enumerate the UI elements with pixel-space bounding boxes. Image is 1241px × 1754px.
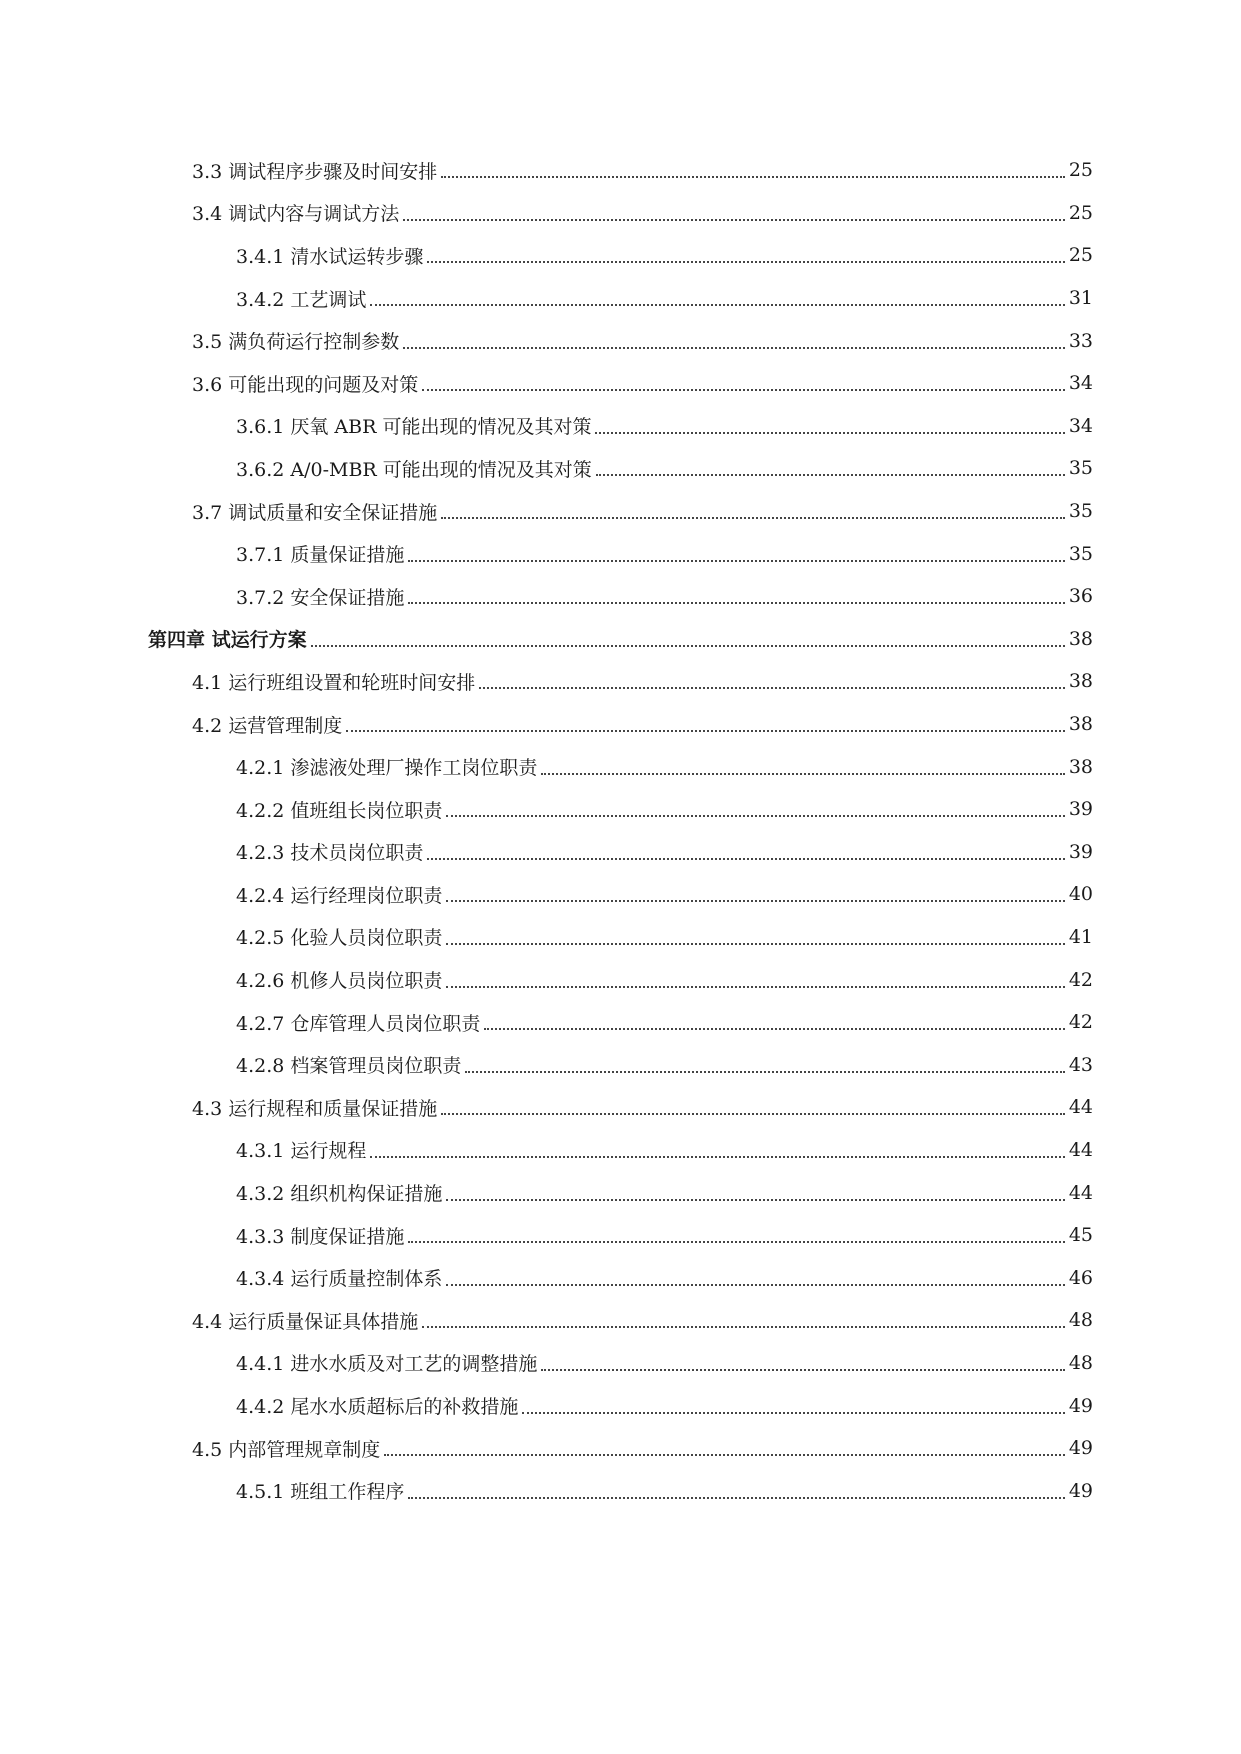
toc-leader-dots: [422, 1326, 1065, 1328]
toc-entry-page-number: 25: [1068, 201, 1093, 224]
toc-entry[interactable]: [0, 362, 1241, 405]
toc-leader-dots: [427, 261, 1065, 263]
toc-entry[interactable]: [0, 234, 1241, 277]
toc-entry[interactable]: [0, 192, 1241, 235]
toc-entry[interactable]: [0, 1342, 1241, 1385]
toc-entry-title: 4.3.4 运行质量控制体系: [236, 1268, 443, 1291]
toc-entry-page-number: 49: [1068, 1394, 1093, 1417]
toc-entry-title: 4.2.6 机修人员岗位职责: [236, 970, 443, 993]
toc-leader-dots: [408, 1241, 1065, 1243]
toc-entry[interactable]: [0, 149, 1241, 192]
toc-entry-page-number: 25: [1068, 159, 1093, 182]
toc-entry[interactable]: [0, 1384, 1241, 1427]
toc-leader-dots: [446, 943, 1065, 945]
toc-entry-title: 4.1 运行班组设置和轮班时间安排: [192, 671, 476, 694]
toc-leader-dots: [346, 730, 1065, 732]
toc-leader-dots: [479, 687, 1065, 689]
toc-entry-page-number: 33: [1068, 329, 1093, 352]
toc-leader-dots: [441, 1113, 1065, 1115]
toc-entry-page-number: 42: [1068, 1011, 1093, 1034]
toc-entry[interactable]: [0, 745, 1241, 788]
toc-entry-page-number: 40: [1068, 883, 1093, 906]
toc-entry-title: 4.3.3 制度保证措施: [236, 1225, 405, 1248]
toc-leader-dots: [596, 474, 1065, 476]
toc-entry-page-number: 38: [1068, 713, 1093, 736]
toc-entry-page-number: 46: [1068, 1266, 1093, 1289]
toc-entry-page-number: 39: [1068, 840, 1093, 863]
toc-entry[interactable]: [0, 1043, 1241, 1086]
toc-leader-dots: [446, 986, 1065, 988]
toc-entry[interactable]: [0, 405, 1241, 448]
toc-entry-page-number: 31: [1068, 287, 1093, 310]
toc-entry[interactable]: [0, 1086, 1241, 1129]
toc-entry-page-number: 48: [1068, 1309, 1093, 1332]
toc-entry[interactable]: [0, 873, 1241, 916]
toc-entry-page-number: 41: [1068, 925, 1093, 948]
toc-leader-dots: [541, 773, 1065, 775]
toc-entry-page-number: 25: [1068, 244, 1093, 267]
toc-entry[interactable]: [0, 1256, 1241, 1299]
toc-leader-dots: [446, 1284, 1065, 1286]
toc-leader-dots: [403, 219, 1065, 221]
toc-entry-title: 3.6 可能出现的问题及对策: [192, 373, 419, 396]
toc-entry-page-number: 38: [1068, 670, 1093, 693]
toc-entry-title: 4.2.7 仓库管理人员岗位职责: [236, 1012, 481, 1035]
toc-entry-title: 3.7 调试质量和安全保证措施: [192, 501, 438, 524]
toc-entry-title: 4.2.8 档案管理员岗位职责: [236, 1055, 462, 1078]
toc-entry-title: 4.3.2 组织机构保证措施: [236, 1183, 443, 1206]
toc-entry-title: 3.4 调试内容与调试方法: [192, 203, 400, 226]
table-of-contents: [0, 149, 1241, 1512]
toc-entry-title: 4.4.2 尾水水质超标后的补救措施: [236, 1396, 519, 1419]
toc-entry-title: 4.2.1 渗滤液处理厂操作工岗位职责: [236, 757, 538, 780]
toc-leader-dots: [370, 1156, 1065, 1158]
toc-entry-title: 4.3 运行规程和质量保证措施: [192, 1097, 438, 1120]
toc-entry-title: 4.2.4 运行经理岗位职责: [236, 884, 443, 907]
toc-leader-dots: [446, 900, 1065, 902]
toc-entry[interactable]: [0, 788, 1241, 831]
toc-entry-title: 4.5.1 班组工作程序: [236, 1481, 405, 1504]
toc-leader-dots: [408, 602, 1065, 604]
toc-entry-page-number: 38: [1068, 627, 1093, 650]
toc-leader-dots: [370, 304, 1065, 306]
toc-entry-page-number: 49: [1068, 1479, 1093, 1502]
toc-entry[interactable]: [0, 958, 1241, 1001]
toc-leader-dots: [408, 560, 1065, 562]
toc-entry[interactable]: [0, 447, 1241, 490]
toc-entry-title: 4.3.1 运行规程: [236, 1140, 367, 1163]
toc-entry-title: 3.5 满负荷运行控制参数: [192, 331, 400, 354]
toc-entry-title: 3.7.2 安全保证措施: [236, 586, 405, 609]
toc-entry[interactable]: [0, 277, 1241, 320]
toc-entry-title: 4.2.3 技术员岗位职责: [236, 842, 424, 865]
toc-entry-page-number: 44: [1068, 1096, 1093, 1119]
toc-leader-dots: [403, 347, 1065, 349]
toc-entry[interactable]: [0, 1214, 1241, 1257]
toc-entry-page-number: 35: [1068, 542, 1093, 565]
toc-entry-title: 3.6.2 A/0-MBR 可能出现的情况及其对策: [236, 458, 592, 481]
toc-entry[interactable]: [0, 660, 1241, 703]
toc-leader-dots: [311, 645, 1065, 647]
toc-entry-page-number: 38: [1068, 755, 1093, 778]
toc-entry[interactable]: [0, 490, 1241, 533]
toc-leader-dots: [446, 815, 1065, 817]
toc-leader-dots: [595, 432, 1065, 434]
toc-leader-dots: [384, 1454, 1065, 1456]
toc-entry[interactable]: [0, 575, 1241, 618]
toc-entry[interactable]: [0, 532, 1241, 575]
toc-entry-page-number: 42: [1068, 968, 1093, 991]
toc-leader-dots: [522, 1412, 1065, 1414]
toc-entry[interactable]: [0, 703, 1241, 746]
toc-entry[interactable]: [0, 1427, 1241, 1470]
toc-leader-dots: [427, 858, 1065, 860]
toc-entry-page-number: 34: [1068, 414, 1093, 437]
toc-leader-dots: [441, 517, 1065, 519]
toc-leader-dots: [446, 1199, 1065, 1201]
toc-leader-dots: [541, 1369, 1065, 1371]
toc-entry-title: 第四章 试运行方案: [148, 629, 307, 652]
toc-entry[interactable]: [0, 831, 1241, 874]
toc-entry-page-number: 48: [1068, 1351, 1093, 1374]
toc-entry-page-number: 45: [1068, 1224, 1093, 1247]
toc-leader-dots: [484, 1028, 1065, 1030]
toc-entry[interactable]: [0, 1469, 1241, 1512]
toc-entry-page-number: 35: [1068, 457, 1093, 480]
toc-entry[interactable]: [0, 1171, 1241, 1214]
toc-entry[interactable]: [0, 1001, 1241, 1044]
toc-entry[interactable]: [0, 618, 1241, 661]
toc-entry-title: 4.4.1 进水水质及对工艺的调整措施: [236, 1353, 538, 1376]
toc-entry-page-number: 35: [1068, 500, 1093, 523]
toc-entry-title: 4.2.2 值班组长岗位职责: [236, 799, 443, 822]
toc-entry-title: 4.4 运行质量保证具体措施: [192, 1310, 419, 1333]
toc-entry-title: 3.4.2 工艺调试: [236, 288, 367, 311]
toc-entry-title: 3.3 调试程序步骤及时间安排: [192, 160, 438, 183]
toc-leader-dots: [422, 389, 1065, 391]
toc-entry-title: 4.5 内部管理规章制度: [192, 1438, 381, 1461]
toc-leader-dots: [441, 176, 1065, 178]
toc-entry-title: 4.2.5 化验人员岗位职责: [236, 927, 443, 950]
toc-entry[interactable]: [0, 319, 1241, 362]
toc-entry-title: 3.4.1 清水试运转步骤: [236, 245, 424, 268]
toc-leader-dots: [408, 1497, 1065, 1499]
toc-entry[interactable]: [0, 1129, 1241, 1172]
toc-leader-dots: [465, 1071, 1065, 1073]
toc-entry-page-number: 49: [1068, 1437, 1093, 1460]
toc-entry-title: 4.2 运营管理制度: [192, 714, 343, 737]
toc-entry[interactable]: [0, 1299, 1241, 1342]
toc-entry-page-number: 44: [1068, 1138, 1093, 1161]
toc-entry-title: 3.6.1 厌氧 ABR 可能出现的情况及其对策: [236, 416, 592, 439]
toc-entry-page-number: 36: [1068, 585, 1093, 608]
toc-entry[interactable]: [0, 916, 1241, 959]
toc-entry-page-number: 34: [1068, 372, 1093, 395]
toc-entry-title: 3.7.1 质量保证措施: [236, 544, 405, 567]
toc-entry-page-number: 43: [1068, 1053, 1093, 1076]
toc-entry-page-number: 44: [1068, 1181, 1093, 1204]
toc-entry-page-number: 39: [1068, 798, 1093, 821]
